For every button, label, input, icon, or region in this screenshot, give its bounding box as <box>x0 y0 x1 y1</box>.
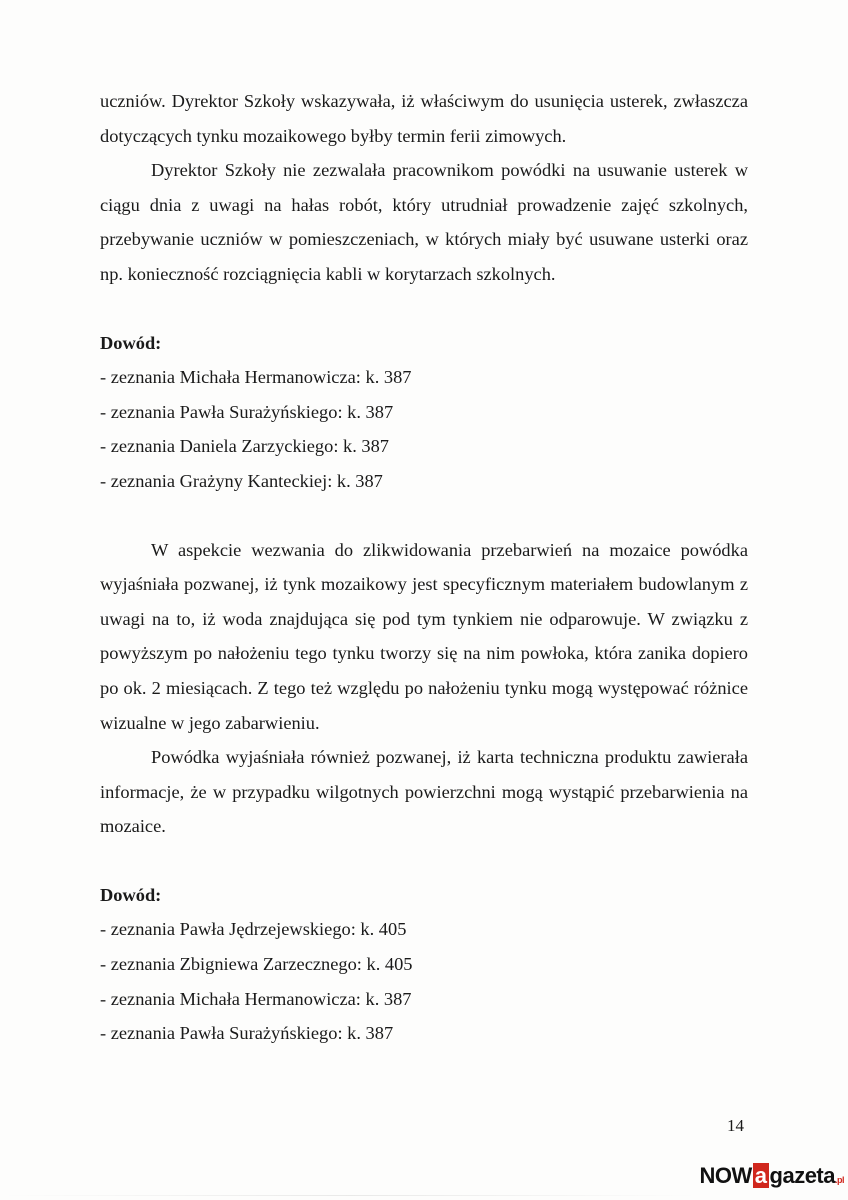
evidence-item: - zeznania Pawła Surażyńskiego: k. 387 <box>100 401 394 422</box>
paragraph-mosaic-plaster: W aspekcie wezwania do zlikwidowania przebarwień na mozaice powódka wyjaśniała pozwanej, iż tynk mozaikowy jest specyficznym materiałem budowlanym z uwagi na to, iż woda znajdująca się pod tym tynkiem nie odparowuje. W związku z powyższym po nałożeniu tego tynku tworzy się na nim powłoka, która zanika dopiero po ok. 2 miesiącach. Z tego też względu po nałożeniu tynku mogą występować różnice wizualne w jego zabarwieniu. <box>100 539 748 733</box>
evidence-list-2 <box>100 912 748 1050</box>
evidence-heading-2: Dowód: <box>100 884 162 905</box>
watermark-part-pl: .pl <box>835 1175 844 1185</box>
scan-edge-divider <box>0 1195 700 1196</box>
evidence-item: - zeznania Michała Hermanowicza: k. 387 <box>100 988 412 1009</box>
evidence-heading-1: Dowód: <box>100 332 162 353</box>
paragraph-technical-sheet: Powódka wyjaśniała również pozwanej, iż karta techniczna produktu zawierała informacje, że w przypadku wilgotnych powierzchni mogą wystąpić przebarwienia na mozaice. <box>100 747 748 837</box>
evidence-item: - zeznania Michała Hermanowicza: k. 387 <box>100 367 412 388</box>
spacer <box>100 499 748 533</box>
evidence-item: - zeznania Grażyny Kanteckiej: k. 387 <box>100 470 383 491</box>
page-number: 14 <box>727 1116 744 1135</box>
paragraph-school-director: Dyrektor Szkoły nie zezwalała pracownikom powódki na usuwanie usterek w ciągu dnia z uwagi na hałas robót, który utrudniał prowadzenie zajęć szkolnych, przebywanie uczniów w pomieszczeniach, w których miały być usuwane usterki oraz np. konieczność rozciągnięcia kabli w korytarzach szkolnych. <box>100 160 748 284</box>
evidence-item: - zeznania Daniela Zarzyckiego: k. 387 <box>100 436 389 457</box>
spacer <box>100 292 748 326</box>
spacer <box>100 844 748 878</box>
page-content <box>100 84 748 1051</box>
evidence-item: - zeznania Pawła Surażyńskiego: k. 387 <box>100 1023 394 1044</box>
evidence-item: - zeznania Zbigniewa Zarzecznego: k. 405 <box>100 954 413 975</box>
watermark-logo <box>700 1164 845 1192</box>
watermark-part-now: NOW <box>699 1163 752 1188</box>
watermark-part-a: a <box>754 1163 767 1188</box>
watermark-part-gazeta: gazeta <box>769 1163 835 1188</box>
evidence-list-1 <box>100 360 748 498</box>
evidence-item: - zeznania Pawła Jędrzejewskiego: k. 405 <box>100 919 407 940</box>
paragraph-continuation: uczniów. Dyrektor Szkoły wskazywała, iż właściwym do usunięcia usterek, zwłaszcza dotyczących tynku mozaikowego byłby termin ferii zimowych. <box>100 91 748 146</box>
